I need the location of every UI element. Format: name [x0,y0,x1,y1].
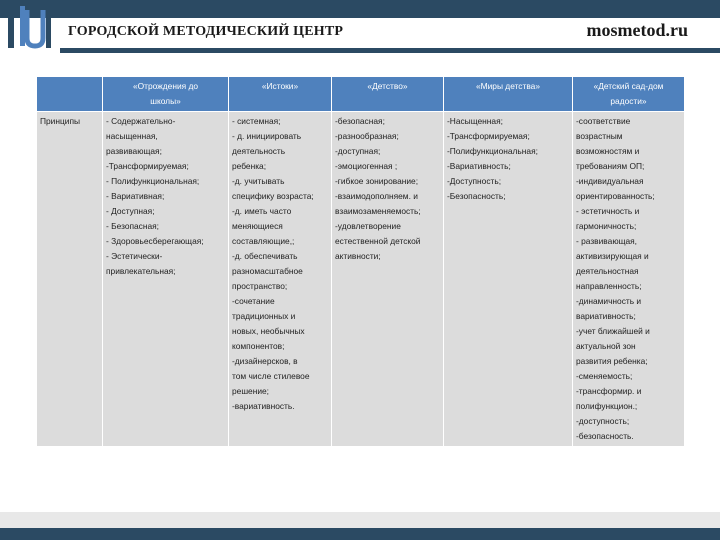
cell-line: - Здоровьесберегающая; [106,236,204,246]
cell-line: том числе стилевое [232,371,310,381]
cell-line: -динамичность и [576,296,642,306]
table-cell [229,112,332,447]
cell-line: -гибкое зонирование; [335,176,419,186]
cell-line: развивающая; [106,146,162,156]
cell-line: - Доступная; [106,206,155,216]
cell-line: привлекательная; [106,266,176,276]
cell-line: направленность; [576,281,642,291]
cell-line: -Безопасность; [447,191,506,201]
cell-line: деятельность [232,146,286,156]
cell-line: -трансформир. и [576,386,642,396]
logo-icon [0,0,58,52]
cell-line: - Полифункциональная; [106,176,200,186]
header-rule [60,48,720,53]
cell-line: -Насыщенная; [447,116,503,126]
cell-line: -безопасная; [335,116,385,126]
cell-line: -д. обеспечивать [232,251,298,261]
cell-line: развития ребенка; [576,356,648,366]
row-label: Принципы [37,112,103,447]
table-cell [332,112,444,447]
cell-line: - Вариативная; [106,191,165,201]
column-header: «Детство» [332,77,444,112]
table-cell [573,112,685,447]
cell-line: естественной детской [335,236,421,246]
column-header: «Отрождения до школы» [103,77,229,112]
cell-line: насыщенная, [106,131,158,141]
cell-line: требованиям ОП; [576,161,645,171]
cell-line: - д. инициировать [232,131,302,141]
cell-line: -д. учитывать [232,176,285,186]
cell-line: вариативность; [576,311,636,321]
org-title: ГОРОДСКОЙ МЕТОДИЧЕСКИЙ ЦЕНТР [68,24,344,39]
cell-line: активизирующая и [576,251,649,261]
cell-line: -индивидуальная [576,176,644,186]
footer-band [0,512,720,528]
cell-line: ребенка; [232,161,267,171]
cell-line: активности; [335,251,381,261]
cell-line: - системная; [232,116,281,126]
footer-bar [0,528,720,540]
cell-line: разномасштабное [232,266,303,276]
cell-line: -Доступность; [447,176,502,186]
site-link[interactable]: mosmetod.ru [586,20,688,40]
cell-line: меняющиеся [232,221,283,231]
cell-line: -эмоциогенная ; [335,161,398,171]
cell-line: взаимозаменяемость; [335,206,421,216]
cell-line: -учет ближайшей и [576,326,650,336]
table-header-row [37,77,685,112]
cell-line: -доступная; [335,146,381,156]
cell-line: -сменяемость; [576,371,633,381]
cell-line: - Безопасная; [106,221,160,231]
cell-line: -соответствие [576,116,631,126]
cell-line: полифункцион.; [576,401,638,411]
cell-line: составляющие,; [232,236,295,246]
column-header: «Миры детства» [444,77,573,112]
cell-line: - Эстетически- [106,251,163,261]
cell-line: - Содержательно- [106,116,176,126]
cell-line: -взаимодополняем. и [335,191,418,201]
table-cell [444,112,573,447]
cell-line: возможностям и [576,146,640,156]
table-cell [103,112,229,447]
cell-line: - эстетичность и [576,206,640,216]
cell-line: -Вариативность; [447,161,511,171]
cell-line: пространство; [232,281,288,291]
cell-line: -безопасность. [576,431,634,441]
cell-line: - развивающая, [576,236,638,246]
cell-line: -удовлетворение [335,221,401,231]
cell-line: -доступность; [576,416,630,426]
cell-line: -Трансформируемая; [447,131,530,141]
table-corner-cell [37,77,103,112]
top-bar [0,0,720,18]
column-header: «Истоки» [229,77,332,112]
cell-line: решение; [232,386,269,396]
cell-line: -дизайнерсков, в [232,356,298,366]
cell-line: гармоничность; [576,221,637,231]
cell-line: -вариативность. [232,401,295,411]
cell-line: специфику возраста; [232,191,314,201]
cell-line: новых, необычных [232,326,305,336]
cell-line: -д. иметь часто [232,206,292,216]
cell-line: ориентированность; [576,191,655,201]
cell-line: -Полифункциональная; [447,146,538,156]
table-row [37,112,685,447]
cell-line: возрастным [576,131,623,141]
principles-table [36,76,685,447]
cell-line: -разнообразная; [335,131,399,141]
cell-line: -Трансформируемая; [106,161,189,171]
cell-line: деятельностная [576,266,639,276]
column-header: «Детский сад-дом радости» [573,77,685,112]
cell-line: актуальной зон [576,341,636,351]
cell-line: -сочетание [232,296,275,306]
cell-line: компонентов; [232,341,285,351]
cell-line: традиционных и [232,311,296,321]
